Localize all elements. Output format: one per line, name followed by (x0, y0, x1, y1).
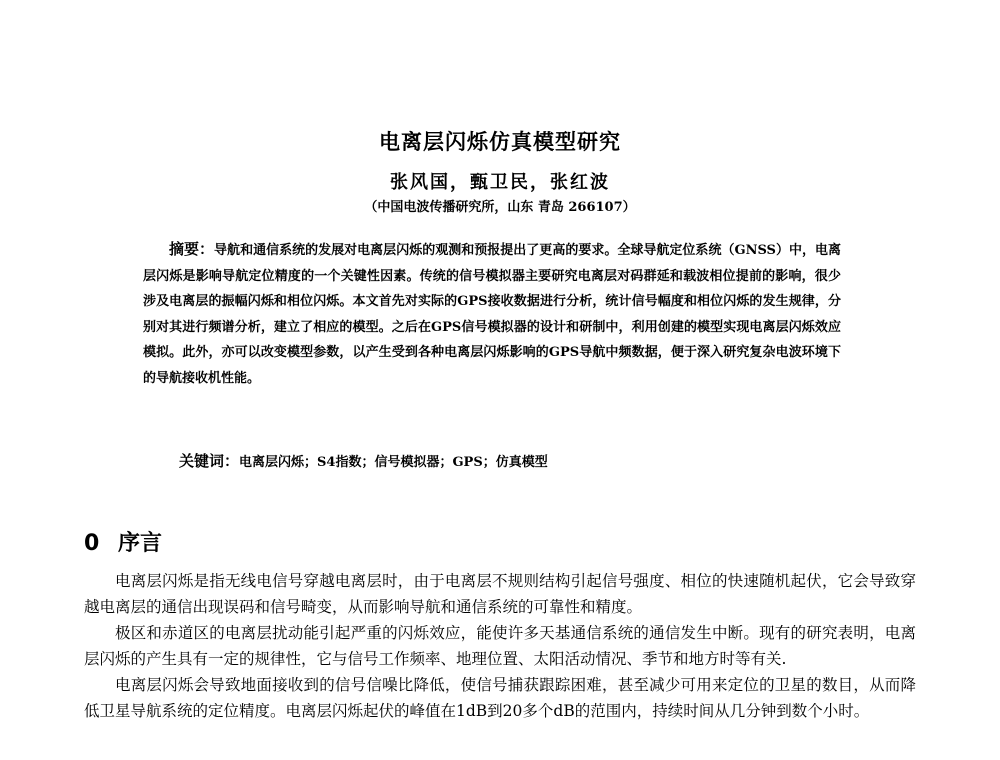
paper-affiliation: （中国电波传播研究所，山东 青岛 266107） (364, 200, 636, 215)
body-text (84, 568, 916, 724)
paper-authors: 张风国，甄卫民，张红波 (390, 172, 610, 193)
paper-title: 电离层闪烁仿真模型研究 (379, 130, 621, 154)
abstract (143, 237, 841, 391)
keywords-label: 关键词： (179, 452, 240, 470)
keywords-text: 电离层闪烁；S4指数；信号模拟器；GPS；仿真模型 (239, 455, 548, 470)
section-heading (84, 526, 162, 557)
paragraph: 电离层闪烁是指无线电信号穿越电离层时，由于电离层不规则结构引起信号强度、相位的快速随机起伏，它会导致穿越电离层的通信出现误码和信号畸变，从而影响导航和通信系统的可靠性和精度。 (84, 572, 916, 616)
abstract-label: 摘要： (169, 240, 215, 258)
section-number: 0 (84, 531, 100, 556)
paragraph: 极区和赤道区的电离层扰动能引起严重的闪烁效应，能使许多天基通信系统的通信发生中断。现有的研究表明，电离层闪烁的产生具有一定的规律性，它与信号工作频率、地理位置、太阳活动情况、季节和地方时等有关. (84, 624, 916, 668)
abstract-text: 导航和通信系统的发展对电离层闪烁的观测和预报提出了更高的要求。全球导航定位系统（GNSS）中，电离层闪烁是影响导航定位精度的一个关键性因素。传统的信号模拟器主要研究电离层对码群延和载波相位提前的影响，很少涉及电离层的振幅闪烁和相位闪烁。本文首先对实际的GPS接收数据进行分析，统计信号幅度和相位闪烁的发生规律，分别对其进行频谱分析，建立了相应的模型。之后在GPS信号模拟器的设计和研制中，利用创建的模型实现电离层闪烁效应模拟。此外，亦可以改变模型参数，以产生受到各种电离层闪烁影响的GPS导航中频数据，便于深入研究复杂电波环境下的导航接收机性能。 (143, 243, 841, 386)
paragraph: 电离层闪烁会导致地面接收到的信号信噪比降低，使信号捕获跟踪困难，甚至减少可用来定位的卫星的数目，从而降低卫星导航系统的定位精度。电离层闪烁起伏的峰值在1dB到20多个dB的范围内，持续时间从几分钟到数个小时。 (84, 676, 916, 720)
keywords (179, 450, 548, 471)
section-title: 序言 (118, 531, 163, 556)
